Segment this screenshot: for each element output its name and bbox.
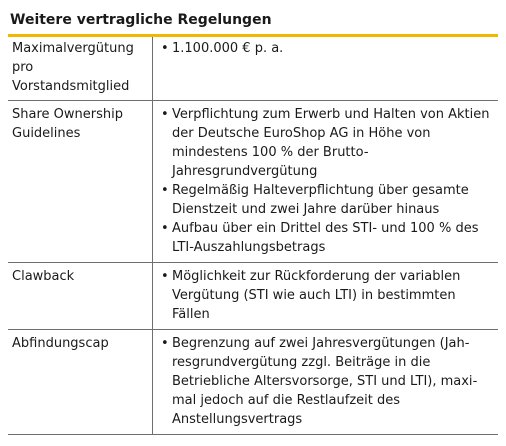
bullet-icon: • <box>161 221 169 236</box>
row-label: Maximalvergütung pro Vorstandsmitglied <box>8 37 153 101</box>
list-item: • 1.100.000 € p. a. <box>161 41 284 56</box>
list-item: • Möglichkeit zur Rückforderung der variablen Vergütung (STI wie auch LTI) in bestimmten Fällen <box>161 269 461 322</box>
table-row <box>8 330 498 435</box>
bullet-icon: • <box>161 336 169 351</box>
row-content <box>153 37 499 101</box>
bullet-icon: • <box>161 107 169 122</box>
list-item: • Verpflichtung zum Erwerb und Halten von Aktien der Deutsche EuroShop AG in Höhe von mindestens 100 % der Brutto-Jahresgrundvergütung <box>161 107 490 179</box>
list-item: • Regelmäßig Halteverpflichtung über gesamte Dienstzeit und zwei Jahre darüber hinaus <box>161 183 469 217</box>
bullet-icon: • <box>161 41 169 56</box>
row-content <box>153 330 499 435</box>
bullet-list <box>161 39 494 58</box>
row-content <box>153 263 499 330</box>
row-content <box>153 101 499 263</box>
bullet-icon: • <box>161 183 169 198</box>
table-row <box>8 263 498 330</box>
table-row <box>8 101 498 263</box>
table-row <box>8 37 498 101</box>
contract-terms-section <box>8 0 498 435</box>
bullet-list <box>161 267 494 324</box>
terms-table <box>8 37 498 435</box>
row-label: Share Ownership Guidelines <box>8 101 153 263</box>
bullet-list <box>161 334 494 429</box>
section-title: Weitere vertragliche Regelungen <box>10 12 272 28</box>
list-item: • Begrenzung auf zwei Jahresvergütungen (Jahresgrundvergütung zzgl. Beiträge in die Betriebliche Altersvorsorge, STI und LTI), maximal jedoch auf die Restlaufzeit des Anstellungsvertrags <box>161 336 478 427</box>
list-item: • Aufbau über ein Drittel des STI- und 100 % des LTI-Auszahlungsbetrags <box>161 221 479 255</box>
bullet-list <box>161 105 494 257</box>
row-label: Abfindungscap <box>8 330 153 435</box>
row-label: Clawback <box>8 263 153 330</box>
bullet-icon: • <box>161 269 169 284</box>
